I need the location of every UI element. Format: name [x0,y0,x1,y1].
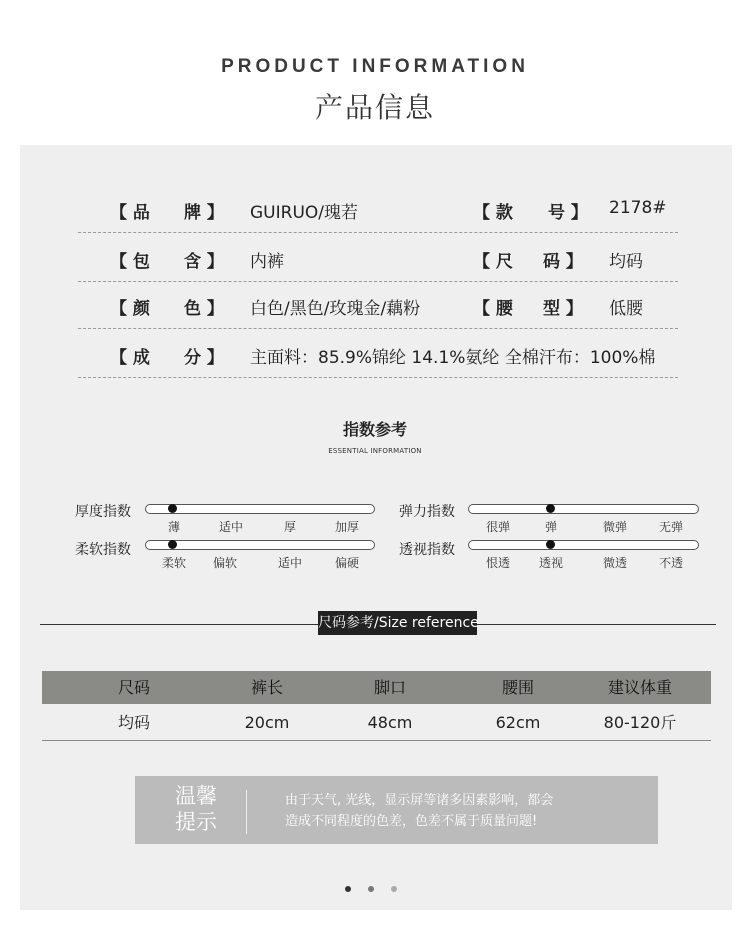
info-label-size-left: 【 尺 [473,252,513,272]
tip-divider [246,790,247,834]
table-row [42,704,711,741]
slider-tick: 恨透 [485,556,511,570]
slider-tick: 薄 [167,520,181,534]
slider-label-softness: 柔软指数 [75,542,131,558]
slider-label-elasticity: 弹力指数 [399,504,455,520]
pagination-dot[interactable] [391,886,397,892]
info-label-brand-right: 牌 】 [184,203,224,223]
info-label-composition-right: 分 】 [184,348,224,368]
slider-tick: 微弹 [602,520,628,534]
index-title: 指数参考 [342,420,407,439]
slider-tick: 无弹 [658,520,684,534]
slider-track-softness [145,540,375,550]
info-row-brand [78,186,678,233]
page-title-en: PRODUCT INFORMATION [221,56,529,77]
info-value-brand: GUIRUO/瑰若 [250,203,358,223]
size-table-header-cell: 裤长 [250,678,283,697]
info-value-color: 白色/黑色/玫瑰金/藕粉 [250,299,421,319]
info-value-style: 2178# [609,198,667,218]
info-label-brand-left: 【 品 [110,203,150,223]
info-label-style-left: 【 款 [473,203,513,223]
size-table-cell: 48cm [367,713,413,732]
size-table-cell: 80-120斤 [603,713,677,732]
slider-tick: 适中 [218,520,244,534]
slider-knob-elasticity [546,504,555,513]
size-reference-title: 尺码参考/Size reference [318,611,477,635]
page-title-cn: 产品信息 [314,91,435,124]
size-table-cell: 20cm [244,713,290,732]
size-table-header-cell: 腰围 [501,678,534,697]
info-label-waist-left: 【 腰 [473,299,513,319]
slider-knob-transparency [546,540,555,549]
size-table-cell: 62cm [495,713,541,732]
tip-text-line1: 由于天气, 光线，显示屏等诸多因素影响，都会 [285,793,554,808]
tip-box [135,776,658,844]
slider-tick: 微透 [602,556,628,570]
slider-tick: 厚 [283,520,297,534]
tip-title [171,783,221,835]
info-label-size-right: 码 】 [543,252,583,272]
slider-label-thickness: 厚度指数 [75,504,131,520]
pagination-dot[interactable] [368,886,374,892]
slider-track-transparency [468,540,699,550]
slider-tick: 不透 [658,556,684,570]
slider-tick: 弹 [544,520,558,534]
info-label-waist-right: 型 】 [543,299,583,319]
size-table-cell: 均码 [117,713,150,732]
slider-label-transparency: 透视指数 [399,542,455,558]
info-label-color-right: 色 】 [184,299,224,319]
info-label-composition-left: 【 成 [110,348,150,368]
info-row-includes [78,235,678,282]
slider-tick: 透视 [538,556,564,570]
size-table-header-cell: 建议体重 [607,678,672,697]
slider-tick: 柔软 [161,556,187,570]
size-table-header [42,671,711,704]
slider-knob-softness [168,540,177,549]
slider-tick: 偏软 [212,556,238,570]
size-table-header-cell: 尺码 [117,678,150,697]
info-label-style-right: 号 】 [548,203,588,223]
tip-title-line2: 提示 [175,810,217,834]
tip-text-line2: 造成不同程度的色差，色差不属于质量问题! [285,814,538,829]
info-value-composition: 主面料：85.9%锦纶 14.1%氨纶 全棉汗布：100%棉 [250,348,656,368]
slider-tick: 偏硬 [334,556,360,570]
info-row-color [78,282,678,329]
slider-tick: 适中 [277,556,303,570]
tip-title-line1: 温馨 [175,784,217,808]
slider-track-elasticity [468,504,699,514]
info-value-waist: 低腰 [609,299,643,319]
info-label-includes-right: 含 】 [184,252,224,272]
tip-text [285,790,645,832]
info-label-includes-left: 【 包 [110,252,150,272]
pagination-dot-active[interactable] [345,886,351,892]
info-label-color-left: 【 颜 [110,299,150,319]
index-subtitle: ESSENTIAL INFORMATION [328,447,422,455]
slider-tick: 加厚 [334,520,360,534]
size-table-header-cell: 脚口 [373,678,406,697]
slider-knob-thickness [168,504,177,513]
info-value-size: 均码 [609,252,643,272]
info-row-composition [78,331,678,378]
slider-tick: 很弹 [485,520,511,534]
info-value-includes: 内裤 [250,252,284,272]
slider-track-thickness [145,504,375,514]
